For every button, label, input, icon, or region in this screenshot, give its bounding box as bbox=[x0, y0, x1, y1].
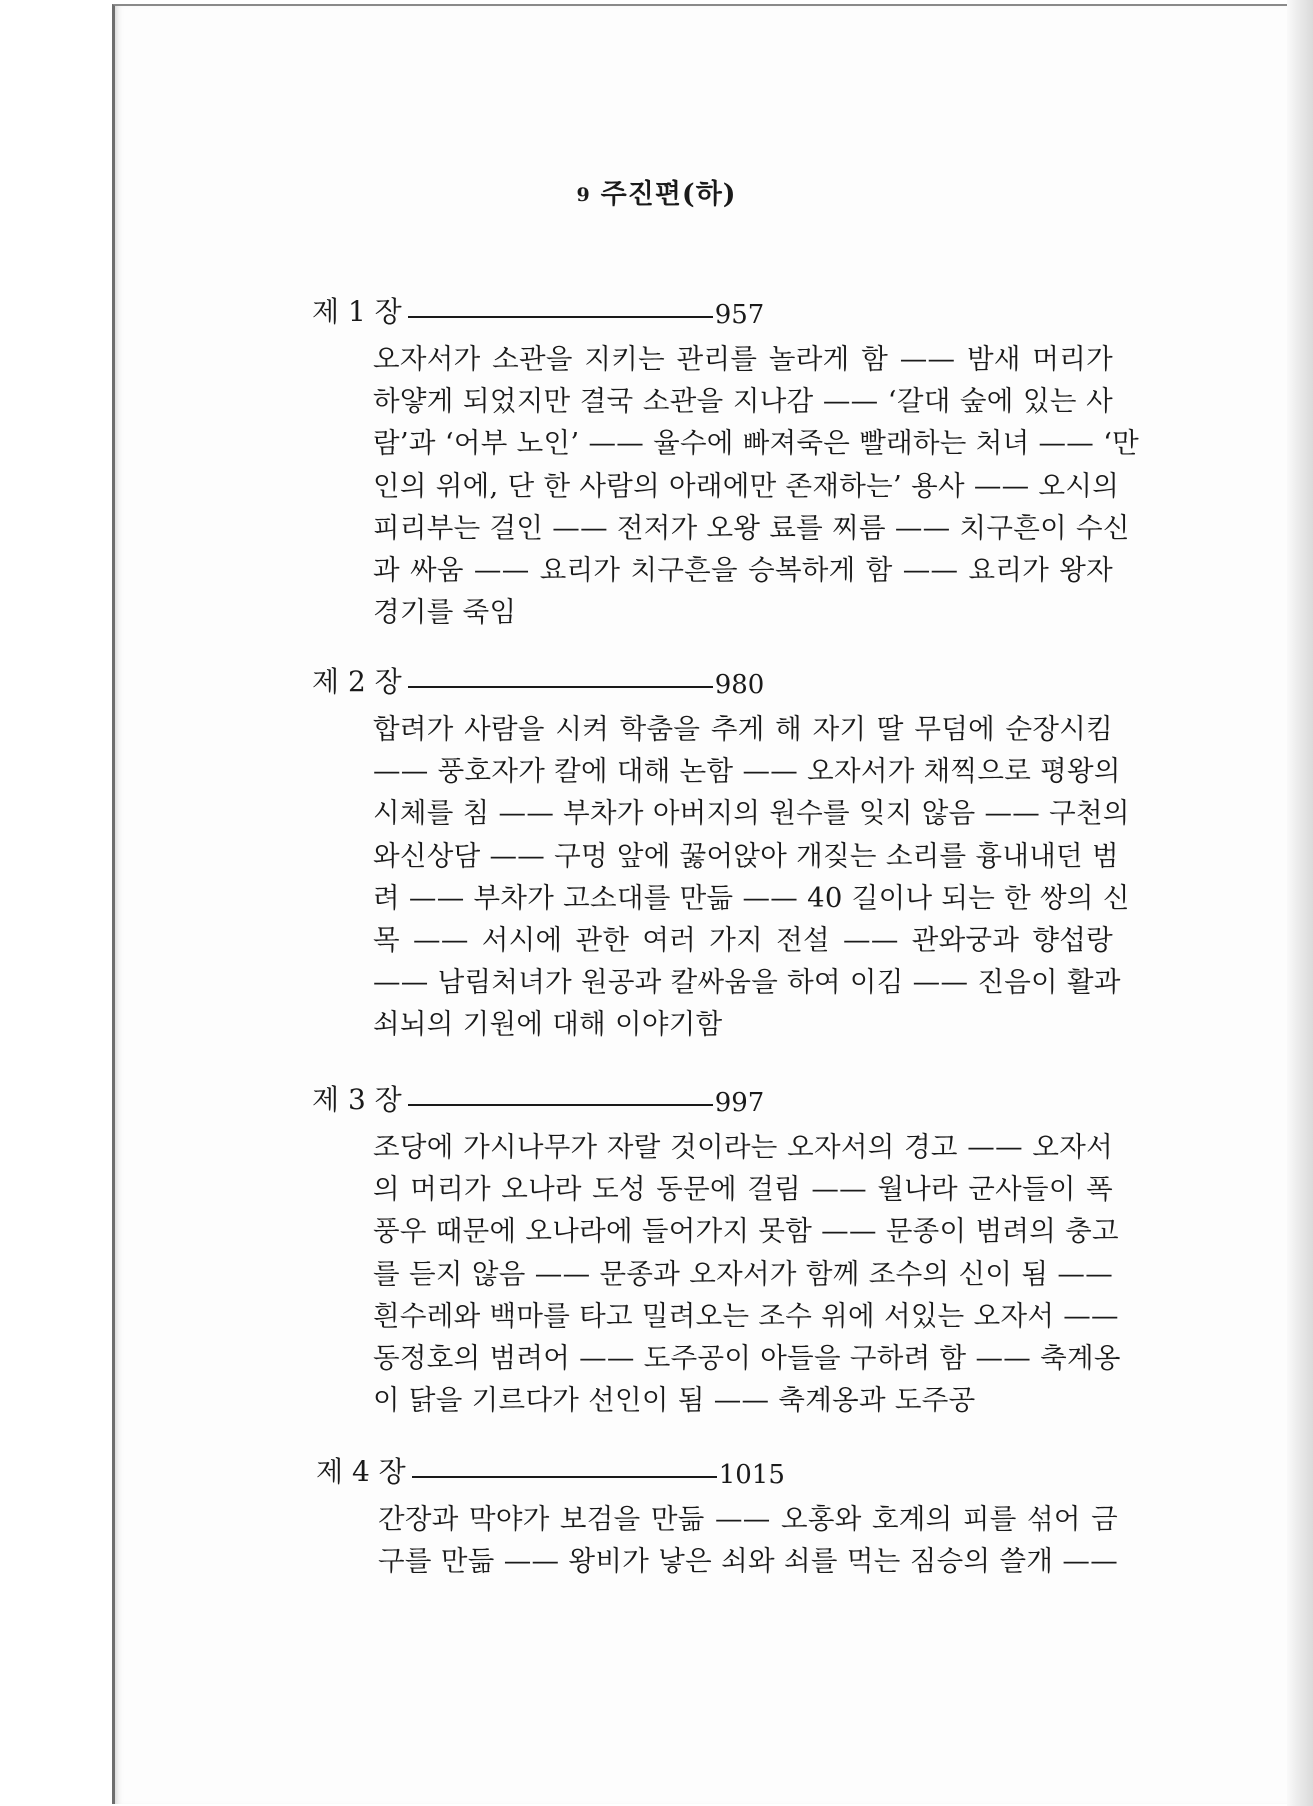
chapter-heading bbox=[312, 1084, 764, 1118]
chapter-summary bbox=[373, 1126, 1121, 1421]
summary-line: —— 남림처녀가 원공과 칼싸움을 하여 이김 —— 진음이 활과 bbox=[373, 966, 1121, 999]
section-title bbox=[0, 172, 1313, 211]
chapter-summary bbox=[378, 1498, 1118, 1582]
summary-line: 조당에 가시나무가 자랄 것이라는 오자서의 경고 —— 오자서 bbox=[373, 1131, 1113, 1163]
chapter-label: 제 3 장 bbox=[312, 1083, 402, 1116]
summary-line: 오자서가 소관을 지키는 관리를 놀라게 함 —— 밤새 머리가 bbox=[373, 343, 1113, 375]
chapter-summary bbox=[373, 708, 1130, 1046]
chapter-label: 제 4 장 bbox=[316, 1455, 406, 1488]
summary-line: 목 —— 서시에 관한 여러 가지 전설 —— 관와궁과 향섭랑 bbox=[373, 923, 1113, 956]
summary-line: 려 —— 부차가 고소대를 만듦 —— 40 길이나 되는 한 쌍의 신 bbox=[373, 881, 1130, 914]
chapter-page-number: 957 bbox=[714, 300, 765, 330]
summary-line: 의 머리가 오나라 도성 동문에 걸림 —— 월나라 군사들이 폭 bbox=[373, 1173, 1113, 1206]
summary-line: —— 풍호자가 칼에 대해 논함 —— 오자서가 채찍으로 평왕의 bbox=[373, 755, 1121, 788]
leader-rule bbox=[408, 686, 713, 688]
leader-rule bbox=[408, 1104, 713, 1106]
summary-line: 경기를 죽임 bbox=[373, 596, 517, 629]
leader-rule bbox=[408, 316, 713, 318]
summary-line: 시체를 침 —— 부차가 아버지의 원수를 잊지 않음 —— 구천의 bbox=[373, 797, 1130, 830]
summary-line: 쇠뇌의 기원에 대해 이야기함 bbox=[373, 1008, 723, 1041]
summary-line: 를 듣지 않음 —— 문종과 오자서가 함께 조수의 신이 됨 —— bbox=[373, 1257, 1113, 1290]
chapter-page-number: 1015 bbox=[718, 1460, 785, 1490]
summary-line: 하얗게 되었지만 결국 소관을 지나감 —— ‘갈대 숲에 있는 사 bbox=[373, 385, 1113, 418]
summary-line: 와신상담 —— 구멍 앞에 꿇어앉아 개짖는 소리를 흉내내던 범 bbox=[373, 839, 1119, 872]
summary-line: 이 닭을 기르다가 선인이 됨 —— 축계옹과 도주공 bbox=[373, 1384, 976, 1417]
page-edge bbox=[1287, 0, 1313, 1806]
section-title-text: 주진편(하) bbox=[600, 179, 737, 210]
leader-rule bbox=[412, 1476, 717, 1478]
chapter-label: 제 2 장 bbox=[312, 665, 402, 698]
summary-line: 동정호의 범려어 —— 도주공이 아들을 구하려 함 —— 축계옹 bbox=[373, 1341, 1121, 1374]
chapter-summary bbox=[373, 338, 1140, 633]
chapter-page-number: 980 bbox=[714, 670, 765, 700]
chapter-page-number: 997 bbox=[714, 1088, 765, 1118]
summary-line: 과 싸움 —— 요리가 치구흔을 승복하게 함 —— 요리가 왕자 bbox=[373, 553, 1113, 586]
chapter-label: 제 1 장 bbox=[312, 295, 402, 328]
summary-line: 람’과 ‘어부 노인’ —— 율수에 빠져죽은 빨래하는 처녀 —— ‘만 bbox=[373, 427, 1140, 460]
summary-line: 피리부는 걸인 —— 전저가 오왕 료를 찌름 —— 치구흔이 수신 bbox=[373, 511, 1130, 544]
summary-line: 합려가 사람을 시켜 학춤을 추게 해 자기 딸 무덤에 순장시킴 bbox=[373, 713, 1113, 745]
section-number: 9 bbox=[576, 184, 591, 206]
summary-line: 풍우 때문에 오나라에 들어가지 못함 —— 문종이 범려의 충고 bbox=[373, 1215, 1119, 1248]
summary-line: 흰수레와 백마를 타고 밀려오는 조수 위에 서있는 오자서 —— bbox=[373, 1299, 1119, 1332]
chapter-heading bbox=[316, 1456, 785, 1490]
summary-line: 구를 만듦 —— 왕비가 낳은 쇠와 쇠를 먹는 짐승의 쓸개 —— bbox=[378, 1545, 1118, 1578]
chapter-heading bbox=[312, 296, 764, 330]
chapter-heading bbox=[312, 666, 764, 700]
summary-line: 인의 위에, 단 한 사람의 아래에만 존재하는’ 용사 —— 오시의 bbox=[373, 469, 1120, 502]
summary-line: 간장과 막야가 보검을 만듦 —— 오홍와 호계의 피를 섞어 금 bbox=[378, 1503, 1118, 1535]
